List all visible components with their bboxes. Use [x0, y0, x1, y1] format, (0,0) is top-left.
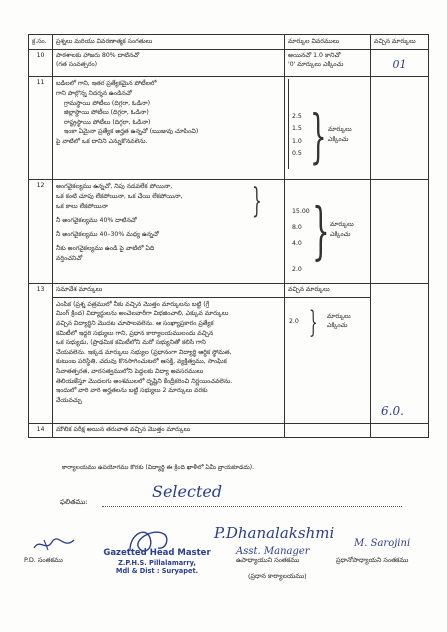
mark-value: 15.00	[292, 208, 310, 216]
question-line: నీకు అంగవైకల్యము ఉండి పై వాటిలో ఏది	[56, 244, 155, 252]
marks-line: అయినచో 1.0 కానిచో	[288, 52, 341, 60]
mark-value: 2.0	[292, 265, 302, 273]
paragraph-line: మింగ్ క్రింద) విద్యార్థులను అంచెలవారీగా విభజించాలి, ఎక్కువ మార్కులు	[56, 310, 229, 318]
question-line: నీ అంగవైకల్యము 40% దాటినచో	[56, 217, 137, 225]
marks-list	[292, 204, 310, 277]
paragraph-line: కమిటీలో ఇద్దరి సభ్యులు గాని, ప్రధాన కార్యాలయములందు వచ్చిన	[56, 329, 214, 337]
handwritten-score: 01	[392, 58, 407, 72]
handwritten-score: 6.0.	[381, 404, 404, 419]
row-number: 13	[29, 284, 53, 424]
paragraph-line: వచ్చిన విద్యార్థిని మొదట చూపాలవలెను. ఆ సంఖ్యాప్రకారం ప్రత్యేక	[56, 319, 214, 327]
header-serial-no: క్ర.సం.	[29, 35, 53, 50]
right-brace-icon: }	[309, 304, 318, 340]
marks-line: '0' మార్కులు ఎక్కించు	[288, 60, 344, 68]
row-marks	[285, 180, 371, 284]
stamp-line: Z.P.H.S. Pillalamarry,	[118, 558, 196, 567]
header-secured-marks: వచ్చిన మార్కులు	[371, 35, 429, 50]
office-label: (ప్రధాన కార్యాలయము)	[248, 572, 307, 580]
marks-label: మార్కులు	[327, 312, 351, 320]
table-row-12	[29, 180, 429, 284]
question-line: గ్రామస్థాయి పోటీలు (దిగ్గరా, ఓడినా)	[64, 99, 150, 107]
row-marks	[285, 284, 371, 424]
row-question	[53, 50, 285, 77]
marks-instruction	[330, 220, 354, 239]
office-use-note: కార్యాలయము ఉపయోగము కొరకు (విద్యార్థి ఈ క్రింది ఖాళీలో ఏమీ వ్రాయకూడదు).	[62, 464, 255, 471]
question-line: పాఠశాలకు హాజరు 80% దాటినచో	[56, 52, 140, 60]
mark-value: 1.5	[292, 125, 302, 133]
paragraph-line: ఎంపిక (ప్రశ్న పత్రములో నీకు వచ్చిన మొత్తం మార్కులను బట్టి (గ్రే	[56, 300, 210, 308]
mark-value: 2.0	[289, 317, 299, 325]
marks-instruction	[327, 312, 351, 331]
result-value: Selected	[152, 482, 223, 501]
mark-value: 8.0	[292, 224, 302, 232]
question-line: రాష్ట్రస్థాయి పోటీలు (దిగ్గరా, ఓడినా)	[64, 118, 151, 126]
header-questions: ప్రశ్నలు మరియు వివరణాత్మక సంగతులు	[53, 35, 285, 50]
section-title: సమావేశ మార్కులు	[53, 284, 284, 297]
table-row-13	[29, 284, 429, 424]
pd-signature-icon	[30, 534, 80, 556]
secured-subheader: వచ్చిన మార్కులు	[285, 284, 370, 297]
headmaster-stamp	[92, 548, 222, 575]
row-secured	[371, 77, 429, 180]
row-marks	[285, 424, 371, 438]
question-line: ఒక కంటి చూపు లేకపోయినా, ఒక చేయి లేకపోయినా,	[56, 193, 183, 201]
marks-label: ఎక్కించు	[327, 322, 348, 330]
evaluation-table	[28, 34, 429, 438]
row-number: 10	[29, 50, 53, 77]
question-line: నీ అంగవైకల్యము 40–30% మధ్య ఉన్నచో	[56, 231, 159, 239]
marks-label: మార్కులు	[328, 126, 352, 134]
mark-value: 4.0	[292, 239, 302, 247]
mark-value: 2.5	[292, 113, 302, 121]
row-question	[53, 180, 285, 284]
row-number: 11	[29, 77, 53, 180]
teacher-signature-label: ఉపాధ్యాయుని సంతకము	[236, 556, 300, 564]
paragraph-line: తెలియజేస్తూ మొదలగు అంశములలో దృష్టిని కేంద్రీకరించి నిర్ణయించవలెను.	[56, 377, 233, 385]
marks-list	[292, 111, 302, 159]
table-row-10	[29, 50, 429, 77]
row-question	[53, 77, 285, 180]
marks-divider	[288, 79, 289, 169]
header-marks-details: మార్కుల వివరములు	[285, 35, 371, 50]
question-line: అంగవైకల్యము ఉన్నచో, నిపు నడవలేక పోయినా,	[56, 183, 173, 191]
paragraph-line: చేయవలెను. ఇక్కడ మార్కులు సభ్యుల (ప్రధానంగా విద్యార్థి ఆర్థిక స్థోమత,	[56, 348, 232, 356]
question-line: (గత సంవత్సరం)	[56, 60, 98, 68]
row-number: 14	[29, 424, 53, 438]
row-secured	[371, 424, 429, 438]
right-brace-icon: }	[252, 181, 262, 222]
question-line: ఒక కాలు లేకపోయినా	[56, 203, 108, 211]
question-line: బడిలలో గాని, ఇతర ప్రత్యేకమైన పోటీలలో	[56, 80, 157, 88]
question-line: గాని పాల్గొన్న నిదర్శన ఉండినచో	[56, 89, 132, 97]
pd-signature-label: P.D. సంతకము	[24, 556, 63, 564]
marks-label: ఎక్కించు	[328, 135, 349, 143]
question-line: వర్తించనిచో	[56, 254, 83, 262]
stamp-line: Mdl & Dist : Suryapet.	[115, 566, 199, 575]
paragraph-line: కుటుంబ పరిస్థితి, చదువు కొనసాగించుటలో ఆసక్తి, వ్యక్తిత్వము, సాంఘిక	[56, 358, 227, 366]
right-brace-icon: }	[310, 102, 327, 171]
row-secured	[371, 50, 429, 77]
row-secured	[371, 180, 429, 284]
right-brace-icon: }	[312, 194, 330, 268]
teacher-designation: Asst. Manager	[236, 546, 310, 557]
result-line	[102, 506, 402, 507]
mark-value: 1.0	[292, 137, 302, 145]
row-question: మౌలిక పరీక్ష అయిన తరువాత వచ్చిన మొత్తం మార్కులు	[53, 424, 285, 438]
row-number: 12	[29, 180, 53, 284]
marks-instruction	[328, 125, 352, 144]
table-header-row	[29, 35, 429, 50]
paragraph-line: ఇందులో వారి వారి అర్హతలను బట్టి సభ్యులు 2 మార్కులు వరకు	[56, 387, 208, 395]
paragraph-line: సేవాతత్పరత, వారసత్వములోని పెద్దలకు విద్యా అవసరములు	[56, 367, 204, 375]
table-row-14	[29, 424, 429, 438]
row-marks	[285, 77, 371, 180]
question-line: పై వాటిలో ఒక దానిని ఎన్నుకొనవలెను.	[56, 138, 148, 146]
question-line: జిల్లాస్థాయి పోటీలు (దిగ్గరా, ఓడినా)	[64, 109, 149, 117]
headmistress-signature: M. Sarojini	[354, 538, 411, 549]
headmistress-signature-label: ప్రధానోపాధ్యాయని సంతకము	[336, 556, 409, 564]
result-label: ఫలితము:	[60, 498, 88, 506]
row-question	[53, 284, 285, 424]
table-row-11	[29, 77, 429, 180]
stamp-line: Gazetted Head Master	[103, 548, 211, 558]
instructions-paragraph	[53, 298, 284, 408]
question-line: ఇంకా ఏమైనా ప్రత్యేక అర్హత ఉన్నచో (ఋజువు చూపించి)	[64, 128, 199, 136]
mark-value: 0.5	[292, 149, 302, 157]
marks-label: మార్కులు	[330, 221, 354, 229]
paragraph-line: ఒక సభ్యుడు, (ప్రాథమిక కమిటీలోని మరో సభ్యునితో కలిసి గాని	[56, 339, 206, 347]
teacher-signature: P.Dhanalakshmi	[214, 524, 335, 542]
marks-label: ఎక్కించు	[330, 230, 351, 238]
paragraph-line: వేయవచ్చు	[56, 396, 82, 404]
row-marks	[285, 50, 371, 77]
row-secured	[371, 284, 429, 424]
